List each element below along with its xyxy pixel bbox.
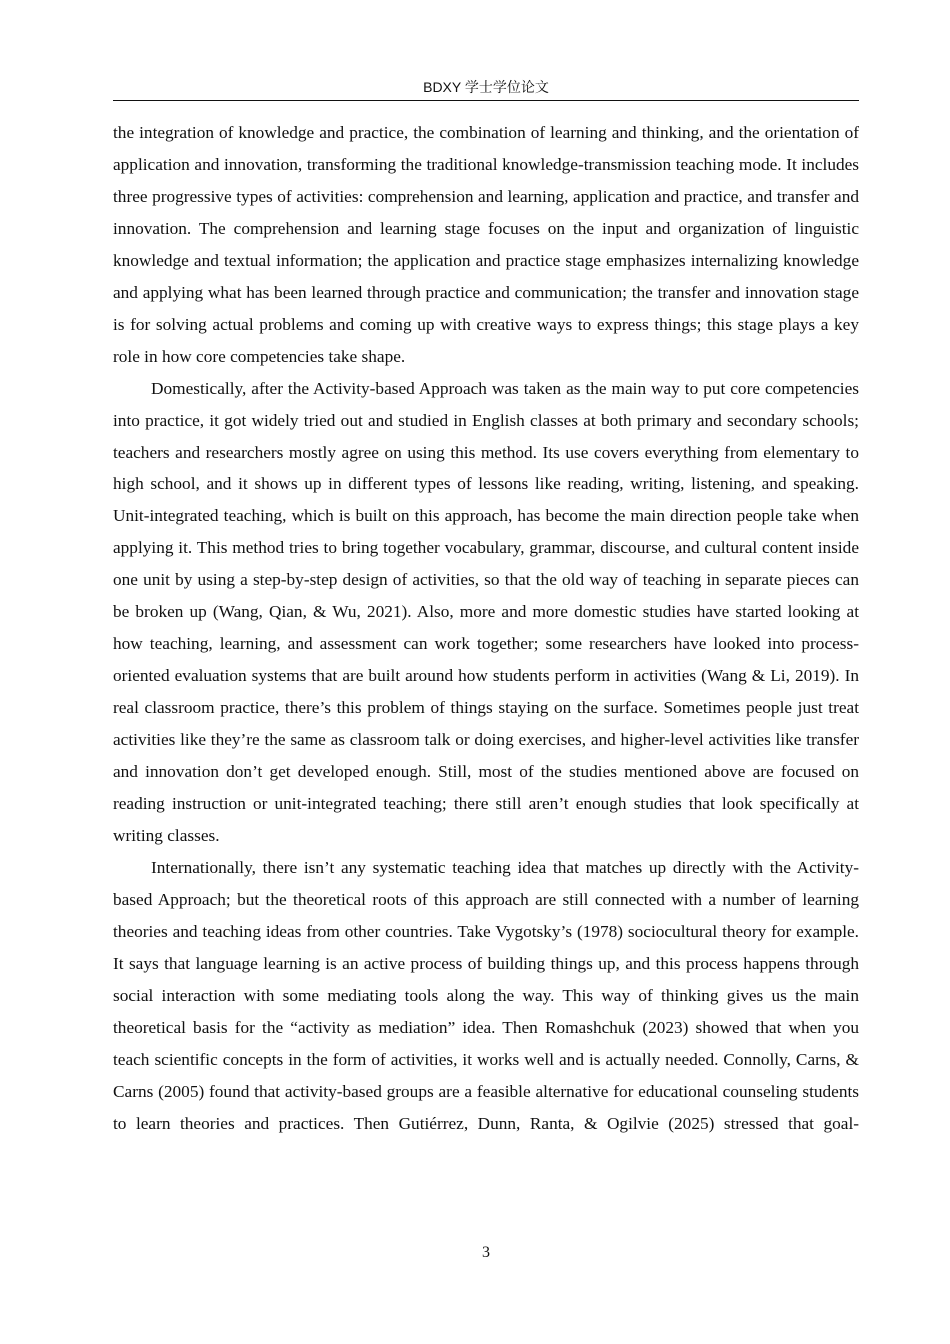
header-rule	[113, 100, 859, 101]
page-number: 3	[482, 1244, 490, 1261]
paragraph-continuation: the integration of knowledge and practice, the combination of learning and thinking, and the orientation of application and innovation, transforming the traditional knowledge-transmission teaching mode. It includes three progressive types of activities: comprehension and learning, application and practice, and transfer and innovation. The comprehension and learning stage focuses on the input and organization of linguistic knowledge and textual information; the application and practice stage emphasizes internalizing knowledge and applying what has been learned through practice and communication; the transfer and innovation stage is for solving actual problems and coming up with creative ways to express things; this stage plays a key role in how core competencies take shape.	[113, 123, 859, 366]
paragraph-international-studies: Internationally, there isn’t any systematic teaching idea that matches up directly with the Activity-based Approach; but the theoretical roots of this approach are still connected with a number of learning theories and teaching ideas from other countries. Take Vygotsky’s (1978) sociocultural theory for example. It says that language learning is an active process of building things up, and this process happens through social interaction with some mediating tools along the way. This way of thinking gives us the main theoretical basis for the “activity as mediation” idea. Then Romashchuk (2023) showed that when you teach scientific concepts in the form of activities, it works well and is actually needed. Connolly, Carns, & Carns (2005) found that activity-based groups are a feasible alternative for educational counseling students to learn theories and practices. Then Gutiérrez, Dunn, Ranta, & Ogilvie (2025) stressed that goal-	[113, 857, 859, 1133]
running-header: BDXY 学士学位论文	[423, 79, 549, 95]
body-text	[113, 117, 859, 1140]
paragraph-domestic-studies: Domestically, after the Activity-based Approach was taken as the main way to put core competencies into practice, it got widely tried out and studied in English classes at both primary and secondary schools; teachers and researchers mostly agree on using this method. Its use covers everything from elementary to high school, and it shows up in different types of lessons like reading, writing, listening, and speaking. Unit-integrated teaching, which is built on this approach, has become the main direction people take when applying it. This method tries to bring together vocabulary, grammar, discourse, and cultural content inside one unit by using a step-by-step design of activities, so that the old way of teaching in separate pieces can be broken up (Wang, Qian, & Wu, 2021). Also, more and more domestic studies have started looking at how teaching, learning, and assessment can work together; some researchers have looked into process-oriented evaluation systems that are built around how students perform in activities (Wang & Li, 2019). In real classroom practice, there’s this problem of things staying on the surface. Sometimes people just treat activities like they’re the same as classroom talk or doing exercises, and higher-level activities like transfer and innovation don’t get developed enough. Still, most of the studies mentioned above are focused on reading instruction or unit-integrated teaching; there still aren’t enough studies that look specifically at writing classes.	[113, 378, 859, 845]
